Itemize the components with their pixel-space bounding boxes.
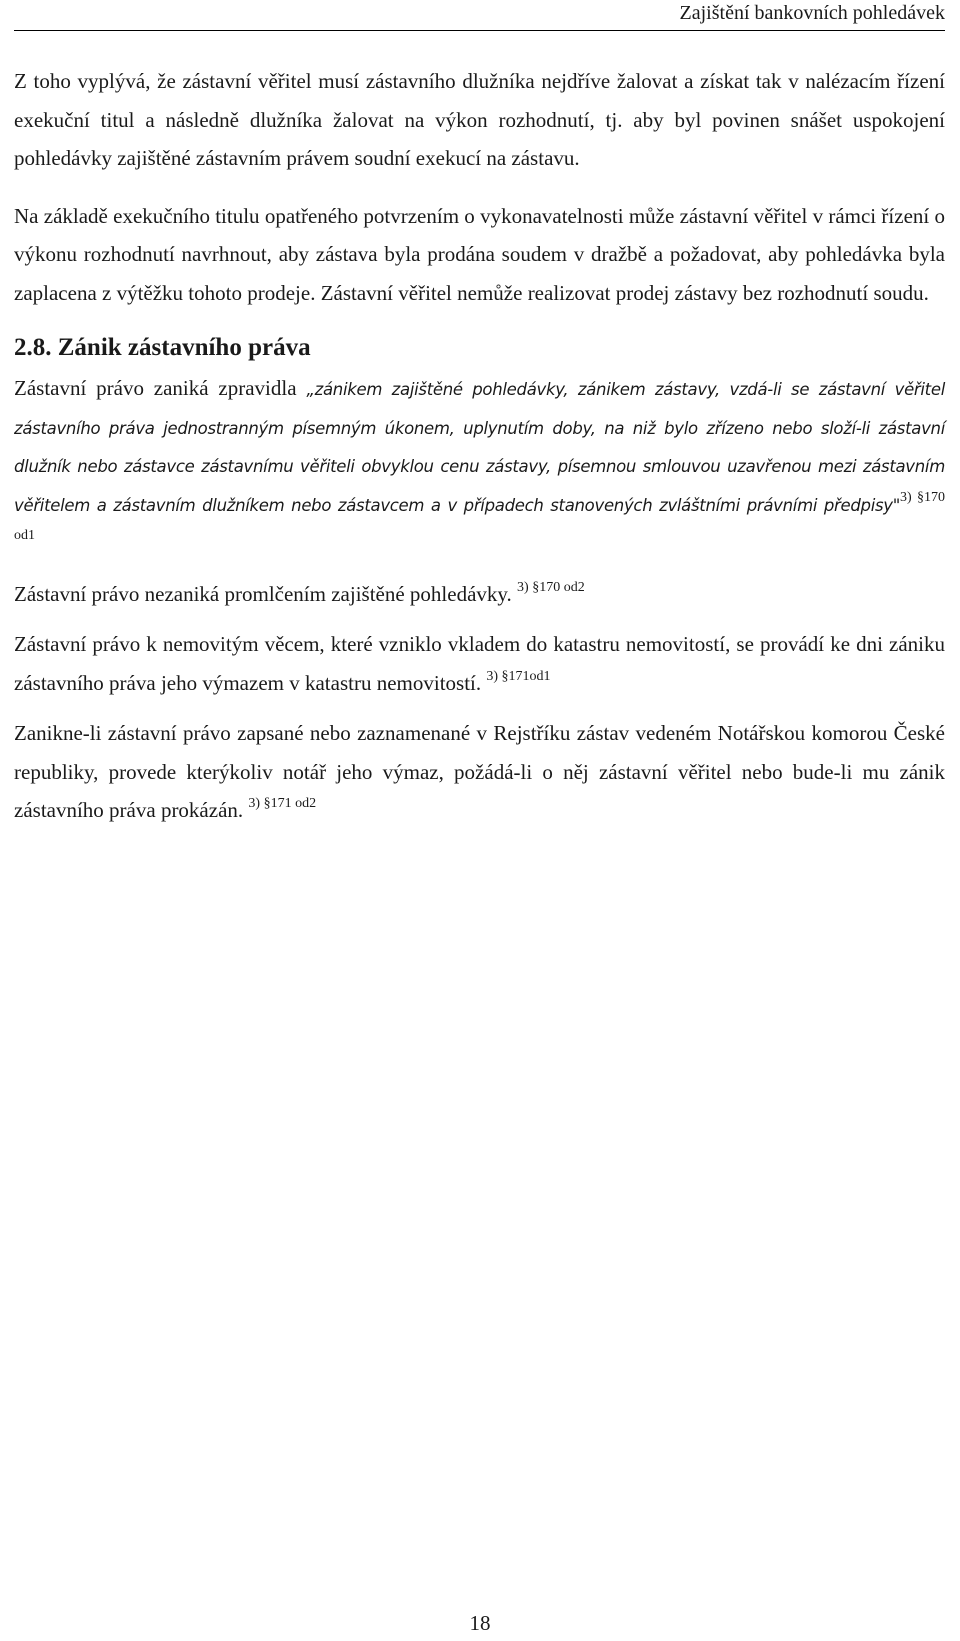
footnote-reference: 3) §170 od2 [517, 579, 585, 595]
footnote-reference: 3) §171 od2 [248, 796, 317, 811]
paragraph-execution-title: Na základě exekučního titulu opatřeného potvrzením o vykonavatelnosti může zástavní věřitel v rámci řízení o výkonu rozhodnutí navrhnout, aby zástava byla prodána soudem v dražbě a požadovat, aby pohledávka byla zaplacena z výtěžku tohoto prodeje. Zástavní věřitel nemůže realizovat prodej zástavy bez rozhodnutí soudu. [14, 203, 945, 305]
document-body [14, 62, 945, 830]
running-title: Zajištění bankovních pohledávek [679, 2, 945, 24]
section-heading: 2.8. Zánik zástavního práva [14, 334, 311, 361]
paragraph-limitation-text: Zástavní právo nezaniká promlčením zajištěné pohledávky. [14, 581, 518, 606]
paragraph-real-estate-text: Zástavní právo k nemovitým věcem, které vzniklo vkladem do katastru nemovitostí, se provádí ke dni zániku zástavního práva jeho výmazem v katastru nemovitostí. [14, 632, 945, 695]
paragraph-limitation [14, 575, 945, 614]
paragraph-registry-text: Zanikne-li zástavní právo zapsané nebo zaznamenané v Rejstříku zástav vedeném Notářskou komorou České republiky, provede kterýkoliv notář jeho výmaz, požádá-li o něj zástavní věřitel nebo bude-li mu zánik zástavního práva prokázán. [14, 721, 945, 822]
paragraph-real-estate [14, 625, 945, 702]
footnote-reference: 3) §171od1 [486, 668, 551, 684]
footnote-reference: 3) §170 od1 [14, 489, 945, 543]
page-number: 18 [469, 1611, 491, 1635]
paragraph-registry [14, 714, 945, 830]
running-header [14, 0, 945, 31]
definition-quote: „zánikem zajištěné pohledávky, zánikem zástavy, vzdá-li se zástavní věřitel zástavního práva jednostranným písemným úkonem, uplynutím doby, na niž bylo zřízeno nebo složí-li zástavní dlužník nebo zástavce zástavnímu věřiteli obvyklou cenu zástavy, písemnou smlouvou uzavřenou mezi zástavním věřitelem a zástavním dlužníkem nebo zástavcem a v případech stanovených zvláštními právními předpisy" [14, 380, 945, 515]
definition-intro: Zástavní právo zaniká zpravidla [14, 376, 307, 400]
paragraph-consequence: Z toho vyplývá, že zástavní věřitel musí zástavního dlužníka nejdříve žalovat a získat tak v nalézacím řízení exekuční titul a následně dlužníka žalovat na výkon rozhodnutí, tj. aby byl povinen snášet uspokojení pohledávky zajištěné zástavním právem soudní exekucí na zástavu. [14, 69, 945, 170]
paragraph-termination-definition [14, 370, 945, 561]
